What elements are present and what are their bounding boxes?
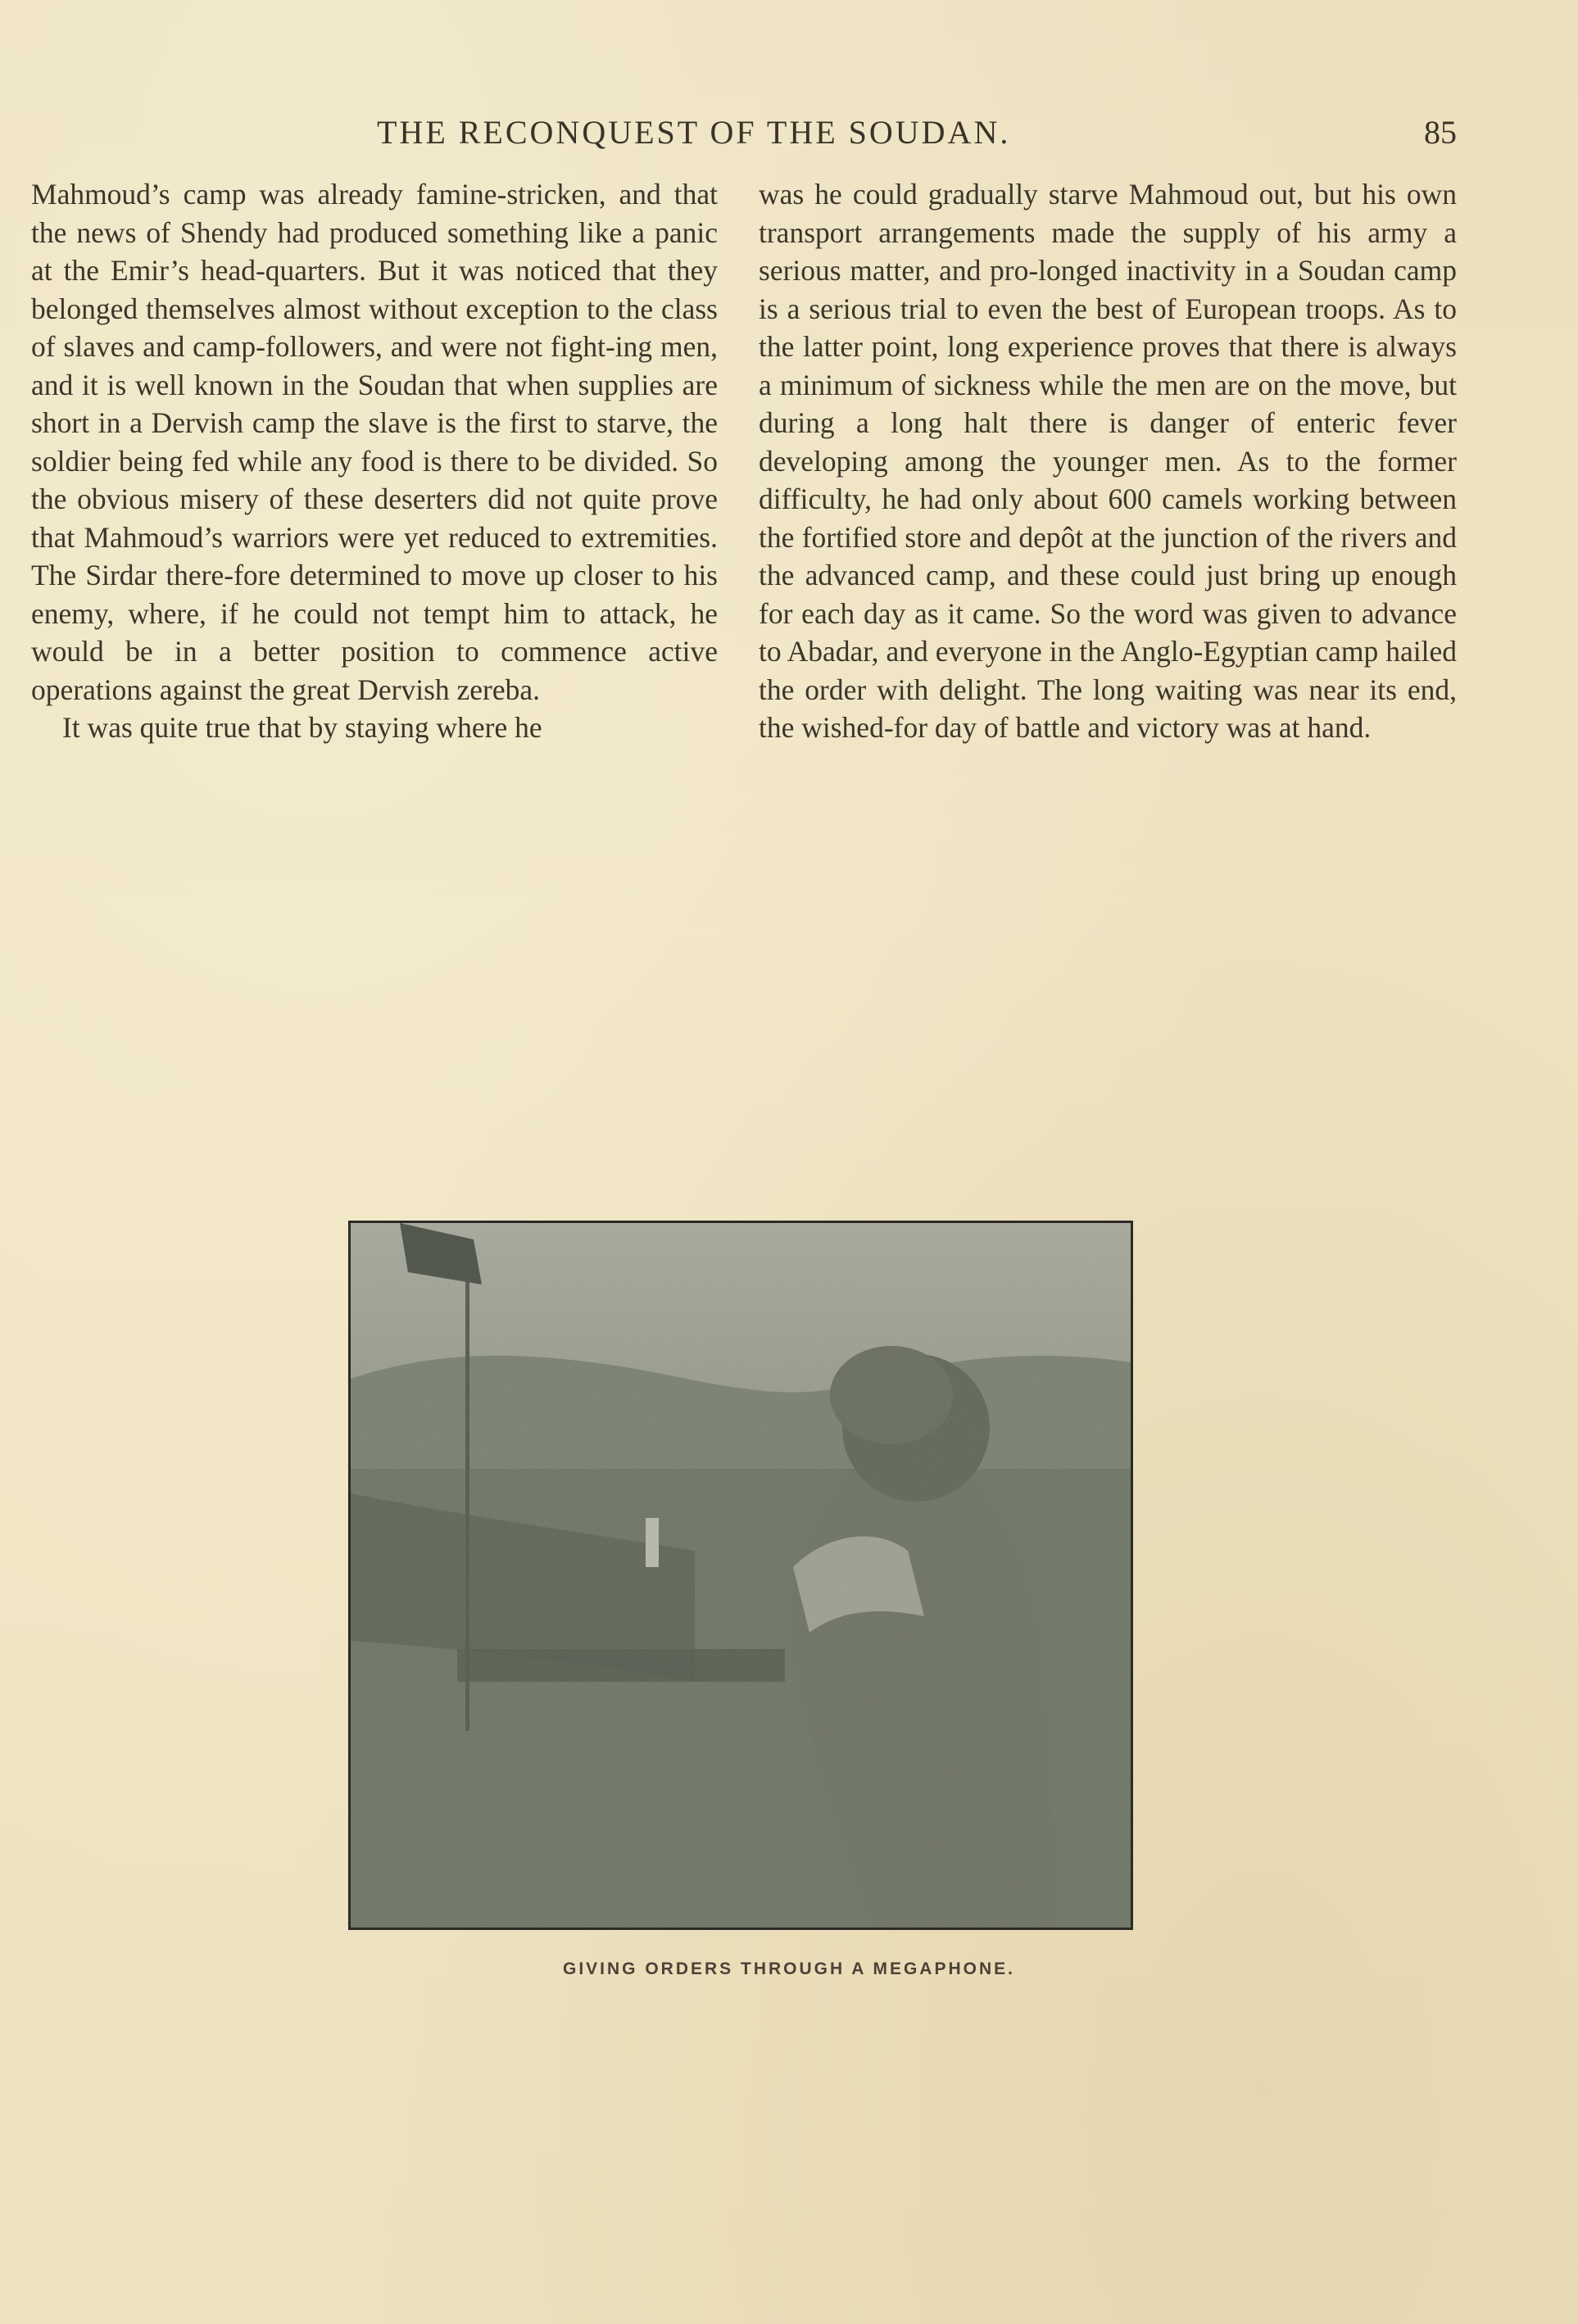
figure-caption: GIVING ORDERS THROUGH A MEGAPHONE. (563, 1959, 1015, 1978)
halftone-photograph (348, 1221, 1133, 1930)
photo-illustration (351, 1223, 1131, 1928)
running-head (0, 113, 1578, 154)
page-number: 85 (1424, 114, 1457, 151)
right-column (759, 175, 1457, 747)
running-title: THE RECONQUEST OF THE SOUDAN. (377, 114, 1011, 151)
left-paragraph-1: Mahmoud’s camp was already famine-stricken, and that the news of Shendy had produced something like a panic at the Emir’s head-quarters. But it was noticed that they belonged themselves almost without exception to the class of slaves and camp-followers, and were not fight-ing men, and it is well known in the Soudan that when supplies are short in a Dervish camp the slave is the first to starve, the soldier being fed while any food is there to be divided. So the obvious misery of these deserters did not quite prove that Mahmoud’s warriors were yet reduced to extremities. The Sirdar there-fore determined to move up closer to his enemy, where, if he could not tempt him to attack, he would be in a better position to commence active operations against the great Dervish zereba. (31, 178, 718, 706)
left-column (31, 175, 718, 747)
photo-grain (351, 1223, 1131, 1928)
left-paragraph-2: It was quite true that by staying where he (62, 711, 542, 744)
right-paragraph-1: was he could gradually starve Mahmoud out, but his own transport arrangements made the supply of his army a serious matter, and pro-longed inactivity in a Soudan camp is a serious trial to even the best of European troops. As to the latter point, long experience proves that there is always a minimum of sickness while the men are on the move, but during a long halt there is danger of enteric fever developing among the younger men. As to the former difficulty, he had only about 600 camels working between the fortified store and depôt at the junction of the rivers and the advanced camp, and these could just bring up enough for each day as it came. So the word was given to advance to Abadar, and everyone in the Anglo-Egyptian camp hailed the order with delight. The long waiting was near its end, the wished-for day of battle and victory was at hand. (759, 178, 1457, 744)
